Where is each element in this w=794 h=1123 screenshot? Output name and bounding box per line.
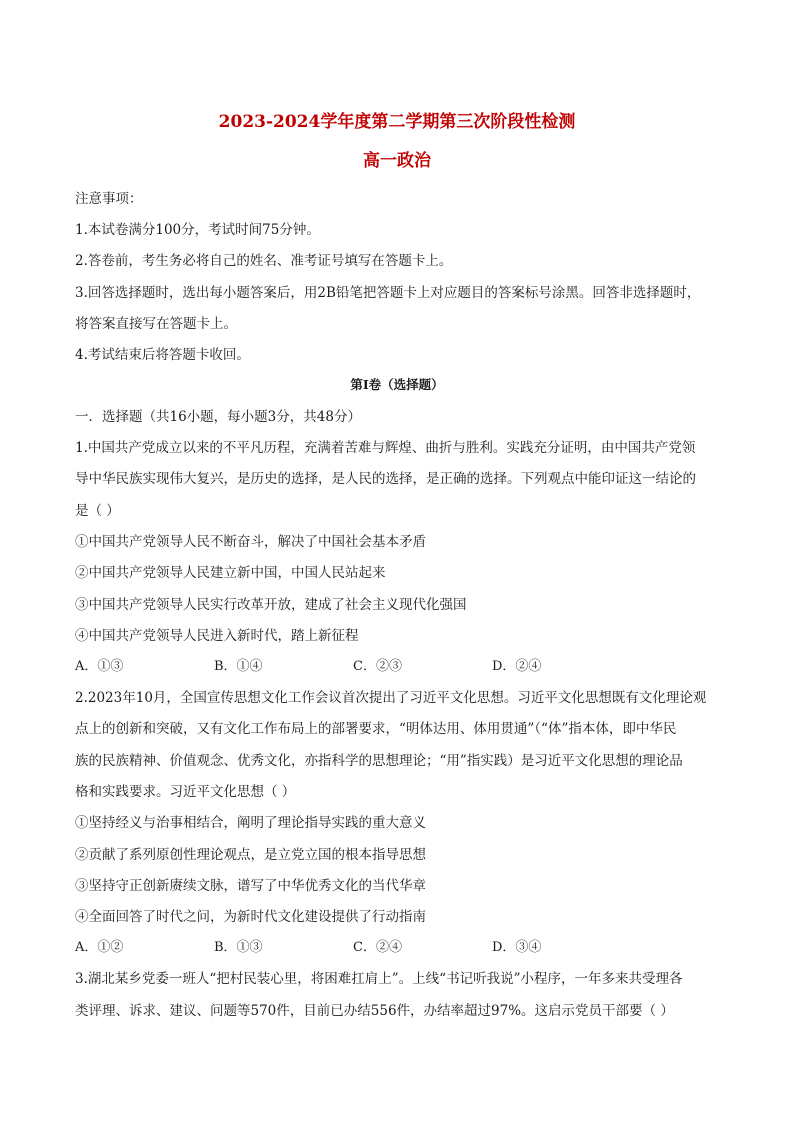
note-3-line-2: 将答案直接写在答题卡上。 (75, 316, 237, 332)
q2-stem-line-3: 族的民族精神、价值观念、优秀文化，亦指科学的思想理论；“用”指实践）是习近平文化思想的理论品 (75, 753, 683, 769)
q2-stem-line-2: 点上的创新和突破，又有文化工作布局上的部署要求，“明体达用、体用贯通”（“体”指本体，即中华民 (75, 721, 677, 737)
notes-heading: 注意事项： (75, 191, 143, 207)
q2-option-d: D．③④ (492, 940, 542, 955)
q1-option-b: B．①④ (214, 659, 263, 674)
note-2: 2.答卷前，考生务必将自己的姓名、准考证号填写在答题卡上。 (75, 253, 453, 269)
q1-stem-line-1: 1.中国共产党成立以来的不平凡历程，充满着苦难与辉煌、曲折与胜利。实践充分证明，由中国共产党领 (75, 440, 696, 456)
section-heading: 第Ⅰ卷（选择题） (350, 377, 444, 392)
q2-stem-line-4: 格和实践要求。习近平文化思想（ ） (75, 784, 296, 800)
q1-statement-4: ④中国共产党领导人民进入新时代，踏上新征程 (75, 628, 359, 644)
q2-option-b: B．①③ (214, 940, 263, 955)
q1-option-a: A．①③ (75, 659, 124, 674)
exam-subtitle: 高一政治 (363, 151, 431, 171)
q2-option-c: C．②④ (353, 940, 402, 955)
q1-option-d: D．②④ (492, 659, 542, 674)
q2-statement-1: ①坚持经义与治事相结合，阐明了理论指导实践的重大意义 (75, 815, 426, 831)
q2-stem-line-1: 2.2023年10月，全国宣传思想文化工作会议首次提出了习近平文化思想。习近平文化思想既有文化理论观 (75, 690, 707, 706)
q2-options (75, 936, 631, 955)
q3-stem-line-1: 3.湖北某乡党委一班人“把村民装心里，将困难扛肩上”。上线“书记听我说”小程序，一年多来共受理各 (75, 971, 683, 987)
q1-stem-line-2: 导中华民族实现伟大复兴，是历史的选择，是人民的选择，是正确的选择。下列观点中能印证这一结论的 (75, 471, 696, 487)
q1-options (75, 655, 631, 674)
q1-statement-2: ②中国共产党领导人民建立新中国，中国人民站起来 (75, 565, 386, 581)
exam-title: 2023-2024学年度第二学期第三次阶段性检测 (218, 112, 576, 132)
q2-statement-3: ③坚持守正创新赓续文脉，谱写了中华优秀文化的当代华章 (75, 878, 426, 894)
note-3-line-1: 3.回答选择题时，选出每小题答案后，用2B铅笔把答题卡上对应题目的答案标号涂黑。回答非选择题时， (75, 285, 701, 301)
q2-option-a: A．①② (75, 940, 124, 955)
q2-statement-4: ④全面回答了时代之问，为新时代文化建设提供了行动指南 (75, 909, 426, 925)
note-4: 4.考试结束后将答题卡收回。 (75, 347, 250, 363)
q1-stem-line-3: 是（ ） (75, 503, 120, 519)
q2-statement-2: ②贡献了系列原创性理论观点，是立党立国的根本指导思想 (75, 847, 426, 863)
q1-statement-3: ③中国共产党领导人民实行改革开放，建成了社会主义现代化强国 (75, 597, 467, 613)
q1-statement-1: ①中国共产党领导人民不断奋斗，解决了中国社会基本矛盾 (75, 534, 426, 550)
part-heading: 一．选择题（共16小题，每小题3分，共48分） (75, 409, 361, 425)
q3-stem-line-2: 类评理、诉求、建议、问题等570件，目前已办结556件，办结率超过97%。这启示党员干部要（ ） (75, 1003, 674, 1019)
note-1: 1.本试卷满分100分，考试时间75分钟。 (75, 222, 320, 238)
q1-option-c: C．②③ (353, 659, 402, 674)
